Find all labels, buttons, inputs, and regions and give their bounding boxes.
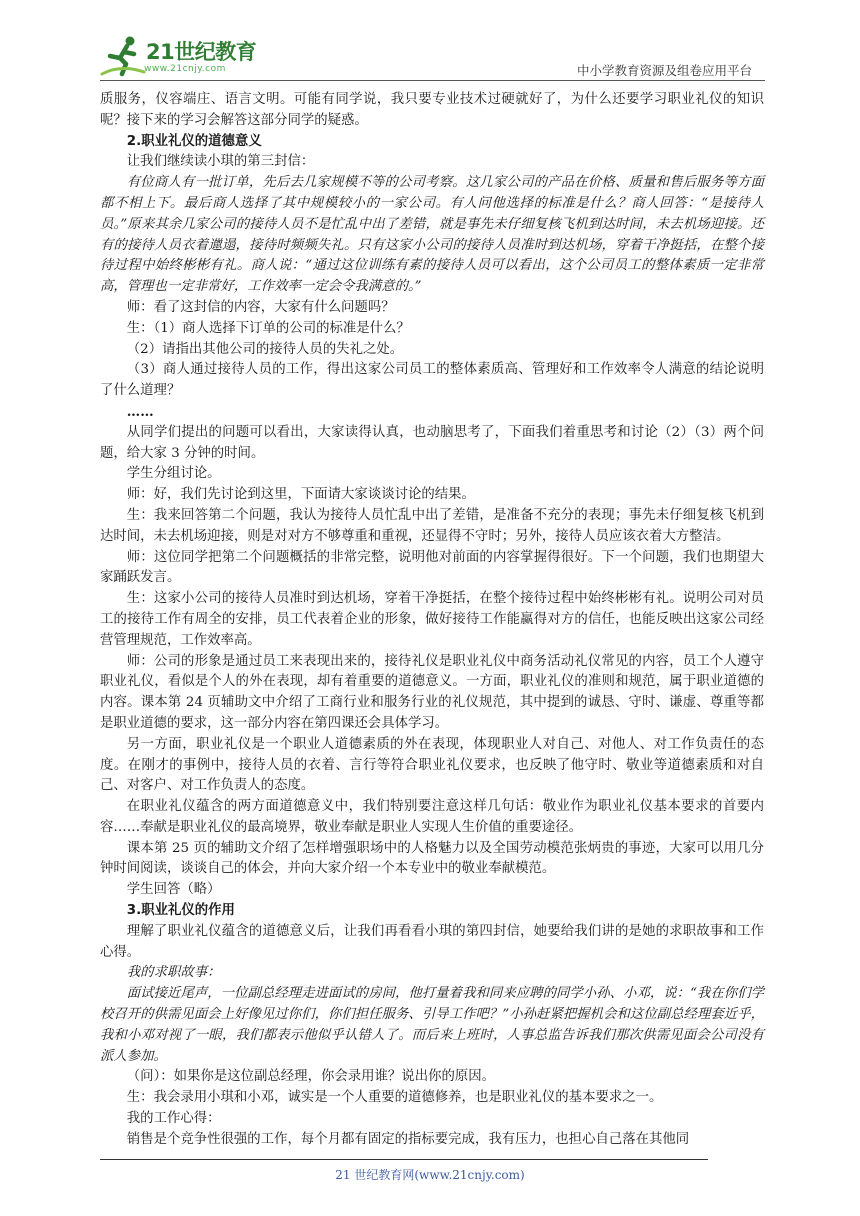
paragraph: （问）：如果你是这位副总经理，你会录用谁？说出你的原因。	[126, 1069, 496, 1085]
paragraph: 师：这位同学把第二个问题概括的非常完整，说明他对前面的内容掌握得很好。下一个问题，我们也期望大家踊跃发言。	[100, 549, 764, 586]
page-header	[100, 30, 760, 82]
letter-paragraph: 我的求职故事：	[126, 965, 221, 981]
paragraph: 学生分组讨论。	[126, 466, 221, 482]
letter-paragraph: 有位商人有一批订单，先后去几家规模不等的公司考察。这几家公司的产品在价格、质量和售后服务等方面都不相上下。最后商人选择了其中规模较小的一家公司。有人问他选择的标准是什么？商人回答：“是接待人员。”原来其余几家公司的接待人员不是忙乱中出了差错，就是事先未仔细复核飞机到达时间，未去机场迎接。还有的接待人员衣着邋遢，接待时频频失礼。只有这家小公司的接待人员准时到达机场，穿着干净挺括，在整个接待过程中始终彬彬有礼。商人说：“通过这位训练有素的接待人员可以看出，这个公司员工的整体素质一定非常高，管理也一定非常好，工作效率一定会令我满意的。”	[100, 175, 764, 295]
header-tagline: 中小学教育资源及组卷应用平台	[576, 63, 752, 78]
paragraph: （3）商人通过接待人员的工作，得出这家公司员工的整体素质高、管理好和工作效率令人满意的结论说明了什么道理？	[100, 362, 764, 399]
document-body	[100, 90, 764, 1151]
paragraph: 质服务，仪容端庄、语言文明。可能有同学说，我只要专业技术过硬就好了，为什么还要学习职业礼仪的知识呢？接下来的学习会解答这部分同学的疑惑。	[100, 92, 764, 128]
paragraph: 课本第 25 页的辅助文介绍了怎样增强职场中的人格魅力以及全国劳动模范张炳贵的事迹，大家可以用几分钟时间阅读，谈谈自己的体会，并向大家介绍一个本专业中的敬业奉献模范。	[100, 840, 764, 877]
paragraph: 让我们继续读小琪的第三封信：	[126, 154, 315, 170]
paragraph: 生：我会录用小琪和小邓，诚实是一个人重要的道德修养，也是职业礼仪的基本要求之一。	[126, 1090, 663, 1106]
logo-text: 21世纪教育	[146, 40, 257, 64]
paragraph: 师：公司的形象是通过员工来表现出来的，接待礼仪是职业礼仪中商务活动礼仪常见的内容，员工个人遵守职业礼仪，看似是个人的外在表现，却有着重要的道德意义。一方面，职业礼仪的准则和规范，属于职业道德的内容。课本第 24 页辅助文中介绍了工商行业和服务行业的礼仪规范，其中提到的诚恳、守时、谦虚、尊重等都是职业道德的要求，这一部分内容在第四课还会具体学习。	[100, 653, 764, 731]
paragraph: （2）请指出其他公司的接待人员的失礼之处。	[126, 341, 404, 357]
paragraph: 生：（1）商人选择下订单的公司的标准是什么？	[126, 320, 410, 336]
paragraph: 从同学们提出的问题可以看出，大家读得认真，也动脑思考了，下面我们着重思考和讨论（2）（3）两个问题，给大家 3 分钟的时间。	[100, 424, 764, 461]
paragraph: 在职业礼仪蕴含的两方面道德意义中，我们特别要注意这样几句话：敬业作为职业礼仪基本要求的首要内容……奉献是职业礼仪的最高境界，敬业奉献是职业人实现人生价值的重要途径。	[100, 799, 764, 835]
ellipsis-line: ……	[126, 403, 154, 420]
paragraph: 师：看了这封信的内容，大家有什么问题吗？	[126, 299, 395, 315]
paragraph: 生：这家小公司的接待人员准时到达机场，穿着干净挺括，在整个接待过程中始终彬彬有礼。说明公司对员工的接待工作有周全的安排，员工代表着企业的形象，做好接待工作能赢得对方的信任，也能反映出这家公司经营管理规范，工作效率高。	[100, 591, 764, 648]
paragraph: 销售是个竞争性很强的工作，每个月都有固定的指标要完成，我有压力，也担心自己落在其他同	[126, 1131, 690, 1147]
site-logo[interactable]	[100, 34, 270, 78]
header-divider	[100, 80, 765, 81]
section-heading: 2.职业礼仪的道德意义	[126, 133, 262, 149]
page-footer[interactable]: 21 世纪教育网(www.21cnjy.com)	[335, 1168, 525, 1182]
paragraph: 另一方面，职业礼仪是一个职业人道德素质的外在表现，体现职业人对自己、对他人、对工作负责任的态度。在刚才的事例中，接待人员的衣着、言行等符合职业礼仪要求，也反映了他守时、敬业等道德素质和对自己、对客户、对工作负责人的态度。	[100, 736, 764, 794]
paragraph: 我的工作心得：	[126, 1111, 221, 1127]
paragraph: 生：我来回答第二个问题，我认为接待人员忙乱中出了差错，是准备不充分的表现；事先未仔细复核飞机到达时间，未去机场迎接，则是对对方不够尊重和重视，还显得不守时；另外，接待人员应该衣着大方整洁。	[100, 507, 764, 544]
paragraph: 理解了职业礼仪蕴含的道德意义后，让我们再看看小琪的第四封信，她要给我们讲的是她的求职故事和工作心得。	[100, 923, 764, 960]
section-heading: 3.职业礼仪的作用	[126, 903, 235, 919]
footer-divider	[100, 1159, 708, 1160]
paragraph: 学生回答（略）	[126, 882, 221, 898]
runner-logo-icon	[100, 34, 146, 78]
logo-url: www.21cnjy.com	[144, 64, 226, 74]
letter-paragraph: 面试接近尾声，一位副总经理走进面试的房间，他打量着我和同来应聘的同学小孙、小邓，说：“我在你们学校召开的供需见面会上好像见过你们，你们担任服务、引导工作吧？”小孙赶紧把握机会和这位副总经理套近乎，我和小邓对视了一眼，我们都表示他似乎认错人了。而后来上班时，人事总监告诉我们那次供需见面会公司没有派人参加。	[100, 986, 764, 1064]
paragraph: 师：好，我们先讨论到这里，下面请大家谈谈讨论的结果。	[126, 487, 475, 503]
